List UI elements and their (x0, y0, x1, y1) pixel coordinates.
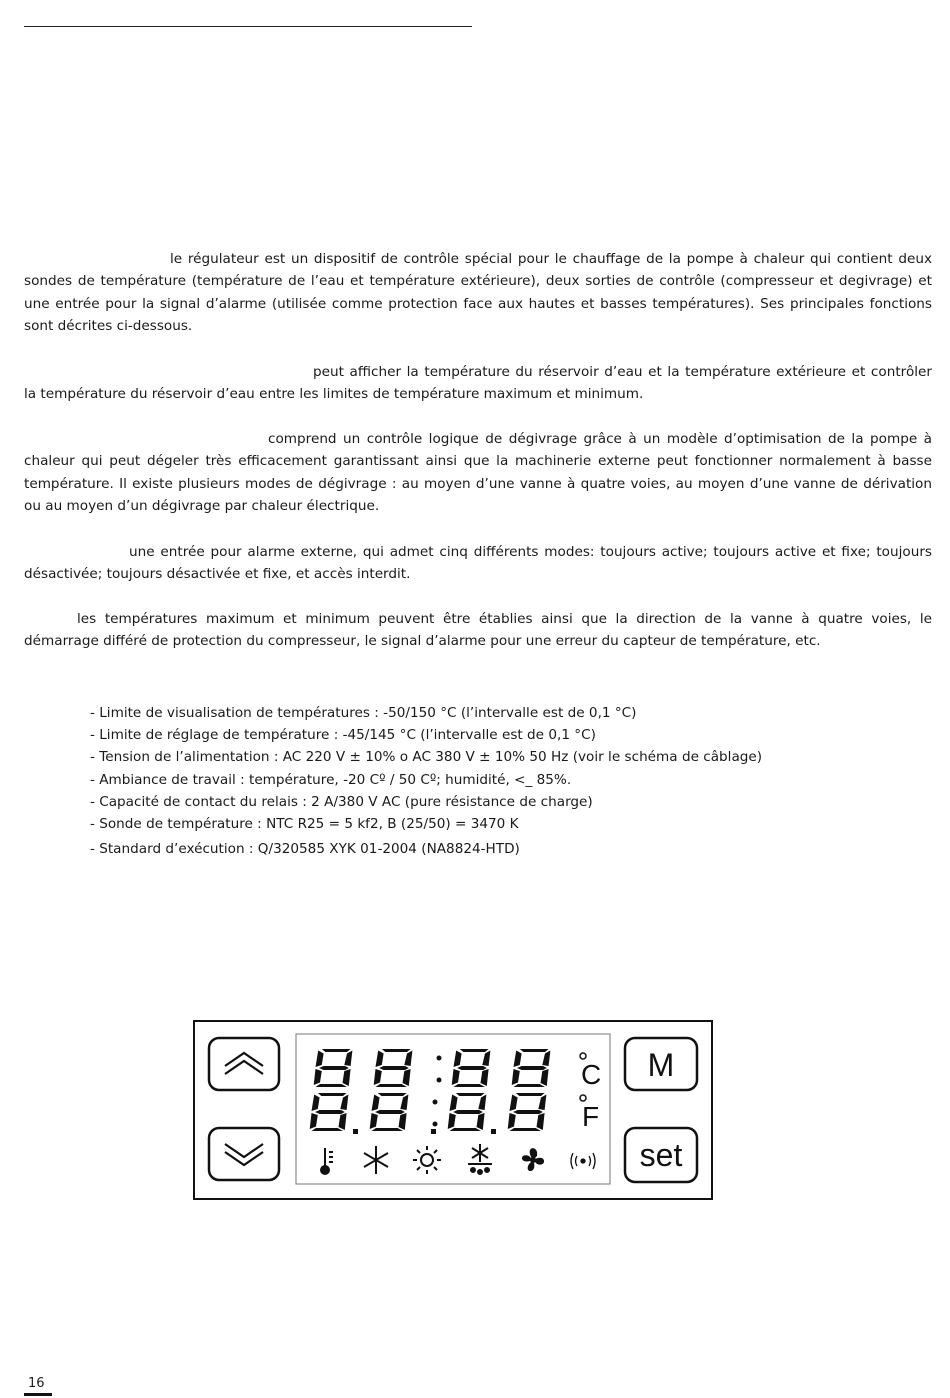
spec-item: - Ambiance de travail : température, -20 Cº / 50 Cº; humidité, <_ 85%. (90, 771, 572, 788)
svg-text:C: C (581, 1059, 602, 1090)
spec-item: - Tension de l’alimentation : AC 220 V ± 10% o AC 380 V ± 10% 50 Hz (voir le schéma de câblage) (90, 749, 763, 766)
spec-item: - Limite de visualisation de températures : -50/150 °C (l’intervalle est de 0,1 °C) (90, 705, 637, 721)
specifications-list (90, 702, 762, 860)
settings-paragraph: les températures maximum et minimum peuvent être établies ainsi que la direction de la vanne à quatre voies, le démarrage différé de protection du compresseur, le signal d’alarme pour une erreur du capteur de température, etc. (24, 611, 932, 650)
spec-item: - Standard d’exécution : Q/320585 XYK 01-2004 (NA8824-HTD) (90, 841, 520, 858)
svg-text:F: F (582, 1101, 600, 1132)
spec-item: - Capacité de contact du relais : 2 A/380 V AC (pure résistance de charge) (90, 793, 593, 810)
lcd-display (296, 1034, 610, 1184)
display-paragraph: peut afficher la température du réservoir d’eau et la température extérieure et contrôler la température du réservoir d’eau entre les limites de température maximum et minimum. (24, 364, 932, 403)
header-rule (24, 26, 472, 27)
fahrenheit-unit (580, 1095, 599, 1132)
defrost-paragraph: comprend un contrôle logique de dégivrage grâce à un modèle d’optimisation de la pompe à chaleur qui peut dégeler très efficacement garantissant ainsi que la machinerie externe peut fonctionner normalement à basse température. Il existe plusieurs modes de dégivrage : au moyen d’une vanne à quatre voies, au moyen d’une vanne de dérivation ou au moyen d’un dégivrage par chaleur électrique. (24, 431, 932, 515)
page-number: 16 (28, 1376, 45, 1391)
down-button[interactable] (209, 1128, 279, 1180)
m-button-label: M (647, 1047, 675, 1083)
controller-panel-diagram (193, 1020, 713, 1200)
set-button[interactable] (625, 1128, 697, 1182)
spec-item: - Sonde de température : NTC R25 = 5 kf2, B (25/50) = 3470 K (90, 816, 519, 833)
celsius-unit (580, 1053, 601, 1090)
set-button-label: set (639, 1137, 683, 1173)
intro-paragraph: le régulateur est un dispositif de contrôle spécial pour le chauffage de la pompe à chaleur qui contient deux sondes de température (température de l’eau et température extérieure), deux sorties de contrôle (compresseur et degivrage) et une entrée pour la signal d’alarme (utilisée comme protection face aux hautes et basses températures). Ses principales fonctions sont décrites ci-dessous. (24, 251, 932, 335)
alarm-paragraph: une entrée pour alarme externe, qui admet cinq différents modes: toujours active; toujours active et fixe; toujours désactivée; toujours désactivée et fixe, et accès interdit. (24, 544, 932, 583)
up-button[interactable] (209, 1038, 279, 1090)
m-button[interactable] (625, 1038, 697, 1090)
spec-item: - Limite de réglage de température : -45/145 °C (l’intervalle est de 0,1 °C) (90, 727, 596, 744)
page-number-rule (24, 1393, 52, 1396)
